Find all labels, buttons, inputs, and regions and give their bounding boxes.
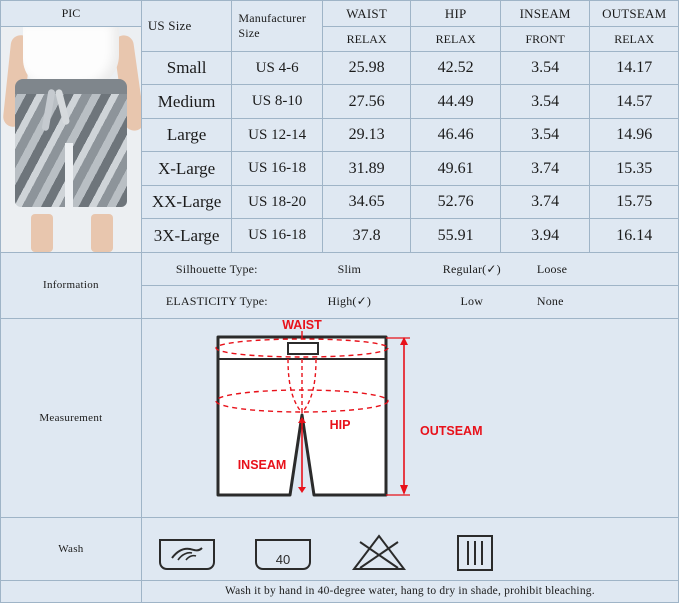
cell-hip: 44.49: [411, 85, 501, 119]
cell-outseam: 15.35: [590, 152, 679, 186]
cell-us-size: Medium: [141, 85, 232, 119]
product-photo: [1, 27, 142, 252]
elasticity-option-none: None: [536, 294, 564, 309]
svg-text:40: 40: [275, 551, 291, 567]
wash-note-text: Wash it by hand in 40-degree water, hang to dry in shade, prohibit bleaching.: [141, 580, 678, 602]
elasticity-option-low: Low: [460, 294, 484, 309]
camo-shorts: [15, 79, 127, 207]
cell-inseam: 3.54: [500, 85, 590, 119]
measurement-diagram: [142, 319, 678, 517]
header-manufacturer-size: Manufacturer Size: [232, 1, 323, 52]
cell-inseam: 3.94: [500, 219, 590, 253]
cell-manufacturer-size: US 16-18: [232, 219, 323, 253]
elasticity-option-high: High(✓): [327, 294, 372, 309]
cell-inseam: 3.74: [500, 152, 590, 186]
cell-waist: 34.65: [322, 185, 411, 219]
shorts-measurement-svg: [190, 319, 630, 513]
model-photo-image: [1, 27, 141, 251]
silhouette-option-slim: Slim: [337, 261, 362, 276]
cell-manufacturer-size: US 12-14: [232, 118, 323, 152]
cell-inseam: 3.54: [500, 118, 590, 152]
model-left-leg: [31, 214, 53, 252]
cell-outseam: 14.57: [590, 85, 679, 119]
cell-inseam: 3.74: [500, 185, 590, 219]
silhouette-option-loose: Loose: [536, 261, 568, 276]
wash-row: [1, 517, 679, 580]
measurement-row: [1, 318, 679, 517]
subheader-waist: RELAX: [322, 27, 411, 51]
do-not-bleach-icon: [348, 524, 410, 574]
row-label-information: Information: [1, 252, 142, 318]
cell-us-size: XX-Large: [141, 185, 232, 219]
model-right-leg: [91, 214, 113, 252]
header-waist: WAIST: [322, 1, 411, 27]
outseam-arrow-down: [400, 485, 408, 495]
inseam-annotation: INSEAM: [237, 457, 287, 472]
cell-outseam: 15.75: [590, 185, 679, 219]
cell-manufacturer-size: US 8-10: [232, 85, 323, 119]
table-header-row: [1, 1, 679, 27]
cell-waist: 37.8: [322, 219, 411, 253]
cell-hip: 55.91: [411, 219, 501, 253]
cell-us-size: 3X-Large: [141, 219, 232, 253]
cell-manufacturer-size: US 18-20: [232, 185, 323, 219]
header-pic: PIC: [1, 1, 142, 27]
wash-note-label: [1, 580, 142, 602]
hip-annotation: HIP: [329, 417, 351, 432]
cell-outseam: 16.14: [590, 219, 679, 253]
cell-hip: 46.46: [411, 118, 501, 152]
silhouette-option-regular: Regular(✓): [442, 261, 501, 276]
cell-hip: 42.52: [411, 51, 501, 85]
subheader-hip: RELAX: [411, 27, 501, 51]
cell-outseam: 14.96: [590, 118, 679, 152]
wash-icons: [142, 524, 678, 574]
table-subheader-row: [1, 27, 679, 51]
header-hip: HIP: [411, 1, 501, 27]
elasticity-label: ELASTICITY Type:: [165, 294, 268, 309]
header-outseam: OUTSEAM: [590, 1, 679, 27]
dry-in-shade-icon: [444, 524, 506, 574]
cell-waist: 31.89: [322, 152, 411, 186]
wash-40-degrees-icon: [252, 524, 314, 574]
row-label-measurement: Measurement: [1, 318, 142, 517]
cell-hip: 49.61: [411, 152, 501, 186]
waist-annotation: WAIST: [282, 318, 322, 332]
silhouette-label: Silhouette Type:: [175, 261, 258, 276]
cell-hip: 52.76: [411, 185, 501, 219]
cell-us-size: X-Large: [141, 152, 232, 186]
inseam-arrow-down: [298, 487, 306, 493]
cell-waist: 27.56: [322, 85, 411, 119]
cell-waist: 25.98: [322, 51, 411, 85]
outseam-annotation: OUTSEAM: [419, 423, 483, 438]
row-label-wash: Wash: [1, 517, 142, 580]
shorts-waistband: [15, 79, 127, 94]
information-row-silhouette: [1, 252, 679, 286]
wash-icons-cell: [141, 517, 678, 580]
cell-outseam: 14.17: [590, 51, 679, 85]
cell-manufacturer-size: US 4-6: [232, 51, 323, 85]
cell-us-size: Small: [141, 51, 232, 85]
silhouette-type-cell: [141, 252, 678, 286]
cell-inseam: 3.54: [500, 51, 590, 85]
hand-wash-icon: [156, 524, 218, 574]
cell-us-size: Large: [141, 118, 232, 152]
measurement-diagram-cell: [141, 318, 678, 517]
header-us-size: US Size: [141, 1, 232, 52]
cell-waist: 29.13: [322, 118, 411, 152]
subheader-inseam: FRONT: [500, 27, 590, 51]
wash-note-row: [1, 580, 679, 602]
subheader-outseam: RELAX: [590, 27, 679, 51]
cell-manufacturer-size: US 16-18: [232, 152, 323, 186]
header-inseam: INSEAM: [500, 1, 590, 27]
elasticity-type-cell: [141, 286, 678, 318]
